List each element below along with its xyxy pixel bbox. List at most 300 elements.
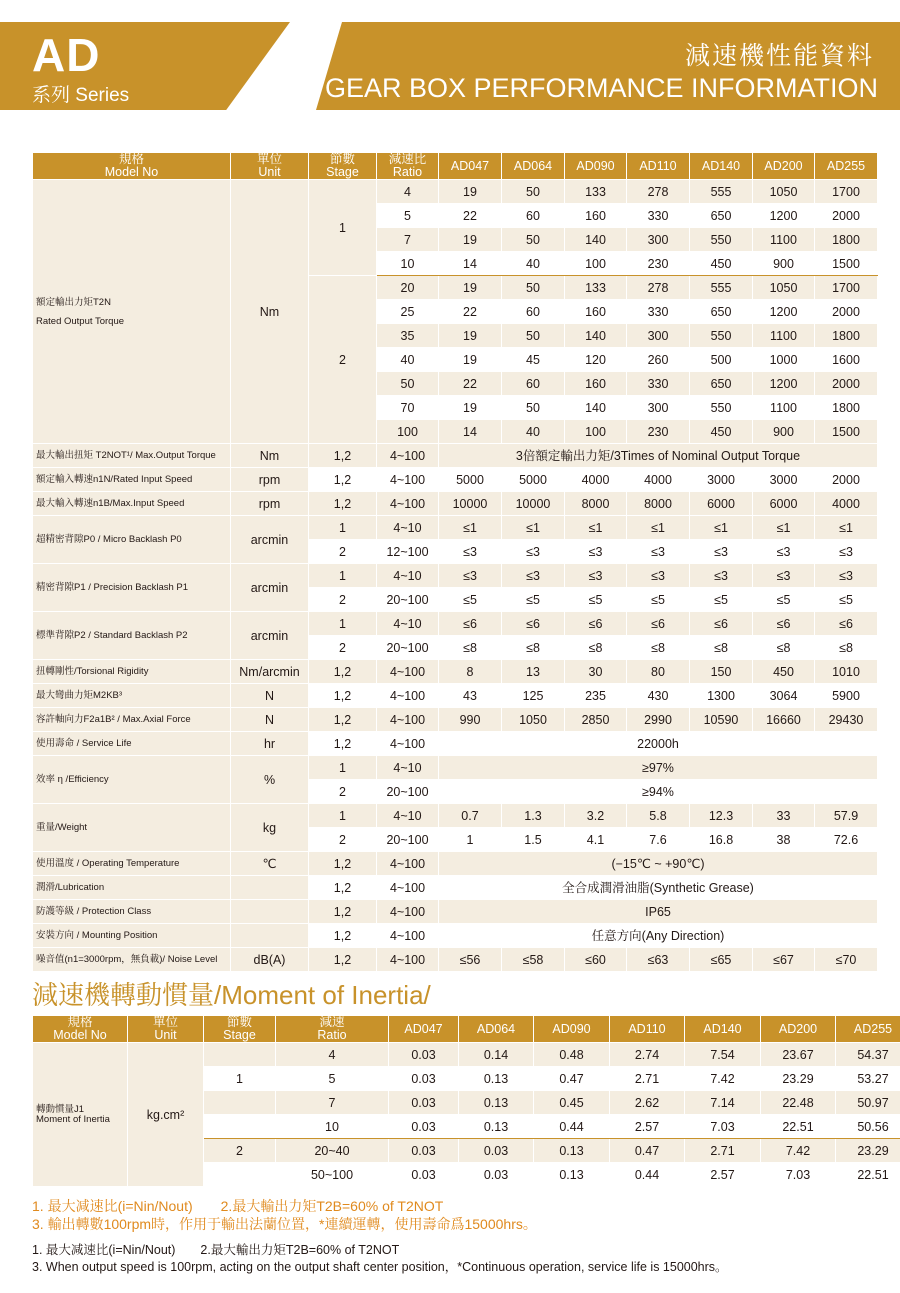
- unit-cell: arcmin: [231, 516, 309, 564]
- table-row: [33, 492, 878, 516]
- unit-cell: N: [231, 684, 309, 708]
- value-cell: ≤1: [690, 516, 753, 540]
- value-cell: 16660: [753, 708, 815, 732]
- value-cell: 3.2: [565, 804, 627, 828]
- ratio-cell: 40: [377, 348, 439, 372]
- value-cell: 1800: [815, 396, 878, 420]
- value-cell: ≤58: [502, 948, 565, 972]
- value-cell: 2000: [815, 372, 878, 396]
- value-cell: 50: [502, 396, 565, 420]
- value-cell: 30: [565, 660, 627, 684]
- series-title: AD: [32, 29, 101, 81]
- note-en-2: 3. When output speed is 100rpm, acting on the output shaft center position，*Continuous operation, service life is 15000hrs。: [32, 1260, 728, 1274]
- stage-cell: 1: [309, 804, 377, 828]
- value-cell: 2000: [815, 468, 878, 492]
- value-cell: 29430: [815, 708, 878, 732]
- value-cell: 0.44: [610, 1163, 685, 1187]
- value-cell: 5.8: [627, 804, 690, 828]
- value-cell: ≤5: [627, 588, 690, 612]
- value-cell: ≤1: [439, 516, 502, 540]
- value-cell: 500: [690, 348, 753, 372]
- page-title-en: GEAR BOX PERFORMANCE INFORMATION: [324, 73, 878, 103]
- ratio-cell: 4~10: [377, 612, 439, 636]
- value-cell: 54.37: [836, 1043, 900, 1067]
- row-label: 超精密背隙P0 / Micro Backlash P0: [33, 516, 231, 564]
- row-label: 精密背隙P1 / Precision Backlash P1: [33, 564, 231, 612]
- value-cell: 50: [502, 324, 565, 348]
- span-value-cell: (−15℃ ~ +90℃): [439, 852, 878, 876]
- value-cell: 7.03: [761, 1163, 836, 1187]
- stage-cell: [204, 1043, 276, 1067]
- stage-cell: [204, 1115, 276, 1139]
- value-cell: ≤6: [690, 612, 753, 636]
- value-cell: 50: [502, 228, 565, 252]
- label-en: Rated Output Torque: [36, 315, 125, 327]
- row-label: 標準背隙P2 / Standard Backlash P2: [33, 612, 231, 660]
- value-cell: 0.03: [389, 1043, 459, 1067]
- value-cell: 120: [565, 348, 627, 372]
- value-cell: 1000: [753, 348, 815, 372]
- value-cell: 555: [690, 276, 753, 300]
- ratio-cell: 4~10: [377, 756, 439, 780]
- inertia-header-row: [33, 1016, 900, 1043]
- value-cell: ≤6: [439, 612, 502, 636]
- value-cell: 133: [565, 180, 627, 204]
- table-row: [33, 852, 878, 876]
- stage-cell: 1,2: [309, 924, 377, 948]
- value-cell: 1700: [815, 276, 878, 300]
- inertia-header-model-col: AD255: [836, 1016, 900, 1043]
- label-en: Moment of Inertia: [36, 1113, 110, 1125]
- value-cell: 550: [690, 396, 753, 420]
- value-cell: 0.03: [389, 1163, 459, 1187]
- unit-cell: rpm: [231, 492, 309, 516]
- header-model: 規格 Model No: [33, 153, 231, 180]
- ratio-cell: 20~100: [377, 780, 439, 804]
- unit-cell: [231, 876, 309, 900]
- row-label: 最大彎曲力矩M2KB³: [33, 684, 231, 708]
- value-cell: ≤8: [502, 636, 565, 660]
- value-cell: ≤3: [565, 540, 627, 564]
- value-cell: 1800: [815, 228, 878, 252]
- value-cell: 0.14: [459, 1043, 534, 1067]
- stage-cell: 1,2: [309, 684, 377, 708]
- table-row: [33, 948, 878, 972]
- ratio-cell: 50~100: [276, 1163, 389, 1187]
- inertia-header-ratio: 減速 Ratio: [276, 1016, 389, 1043]
- value-cell: 0.13: [459, 1067, 534, 1091]
- value-cell: 1300: [690, 684, 753, 708]
- value-cell: 1100: [753, 324, 815, 348]
- value-cell: 57.9: [815, 804, 878, 828]
- value-cell: 33: [753, 804, 815, 828]
- table-row: [33, 660, 878, 684]
- value-cell: ≤8: [627, 636, 690, 660]
- value-cell: 1.3: [502, 804, 565, 828]
- ratio-cell: 12~100: [377, 540, 439, 564]
- stage-cell: 1,2: [309, 732, 377, 756]
- value-cell: 0.13: [459, 1115, 534, 1139]
- value-cell: 0.03: [389, 1091, 459, 1115]
- value-cell: 2000: [815, 300, 878, 324]
- value-cell: ≤3: [502, 540, 565, 564]
- value-cell: 430: [627, 684, 690, 708]
- value-cell: 4.1: [565, 828, 627, 852]
- ratio-cell: 4~100: [377, 708, 439, 732]
- row-label: 潤滑/Lubrication: [33, 876, 231, 900]
- unit-cell: [231, 924, 309, 948]
- table-row: [33, 612, 878, 636]
- ratio-cell: 4~100: [377, 924, 439, 948]
- stage-cell: [204, 1091, 276, 1115]
- row-label: 扭轉剛性/Torsional Rigidity: [33, 660, 231, 684]
- table-row: [33, 684, 878, 708]
- value-cell: 2.74: [610, 1043, 685, 1067]
- value-cell: 13: [502, 660, 565, 684]
- table-row: [33, 732, 878, 756]
- value-cell: 1.5: [502, 828, 565, 852]
- unit-cell: N: [231, 708, 309, 732]
- value-cell: ≤1: [753, 516, 815, 540]
- stage-cell: 1: [309, 180, 377, 276]
- stage-cell: 2: [309, 588, 377, 612]
- row-label: 噪音值(n1=3000rpm，無負載)/ Noise Level: [33, 948, 231, 972]
- value-cell: 7.42: [761, 1139, 836, 1163]
- value-cell: 2.57: [685, 1163, 761, 1187]
- row-label: 安裝方向 / Mounting Position: [33, 924, 231, 948]
- value-cell: 22.51: [836, 1163, 900, 1187]
- header-model-col: AD047: [439, 153, 502, 180]
- value-cell: ≤1: [815, 516, 878, 540]
- ratio-cell: 4~100: [377, 660, 439, 684]
- inertia-header-model-col: AD090: [534, 1016, 610, 1043]
- value-cell: 0.03: [389, 1139, 459, 1163]
- value-cell: 0.47: [610, 1139, 685, 1163]
- value-cell: 100: [565, 420, 627, 444]
- stage-cell: 1,2: [309, 876, 377, 900]
- ratio-cell: 4~100: [377, 948, 439, 972]
- stage-cell: 1: [309, 564, 377, 588]
- value-cell: 10590: [690, 708, 753, 732]
- ratio-cell: 4~100: [377, 900, 439, 924]
- stage-cell: 1,2: [309, 444, 377, 468]
- value-cell: 278: [627, 276, 690, 300]
- table-row: [33, 756, 878, 780]
- value-cell: 4000: [627, 468, 690, 492]
- stage-cell: 1: [309, 516, 377, 540]
- value-cell: ≤6: [627, 612, 690, 636]
- value-cell: 1: [439, 828, 502, 852]
- unit-cell: [231, 900, 309, 924]
- note-en-1: 1. 最大减速比(i=Nin/Nout) 2.最大輸出力矩T2B=60% of T2NOT: [32, 1243, 400, 1257]
- value-cell: 2.57: [610, 1115, 685, 1139]
- value-cell: ≤3: [627, 564, 690, 588]
- value-cell: 140: [565, 396, 627, 420]
- value-cell: 1500: [815, 420, 878, 444]
- value-cell: 22: [439, 372, 502, 396]
- table-row: [33, 924, 878, 948]
- value-cell: 450: [753, 660, 815, 684]
- value-cell: 450: [690, 420, 753, 444]
- value-cell: 1200: [753, 300, 815, 324]
- unit-cell: arcmin: [231, 612, 309, 660]
- value-cell: 650: [690, 372, 753, 396]
- span-value-cell: IP65: [439, 900, 878, 924]
- stage-cell: 1: [204, 1067, 276, 1091]
- value-cell: ≤8: [439, 636, 502, 660]
- stage-cell: 1: [309, 756, 377, 780]
- stage-cell: 1,2: [309, 468, 377, 492]
- value-cell: 555: [690, 180, 753, 204]
- value-cell: ≤5: [815, 588, 878, 612]
- value-cell: ≤6: [753, 612, 815, 636]
- value-cell: 990: [439, 708, 502, 732]
- stage-cell: 2: [309, 276, 377, 444]
- value-cell: 0.13: [534, 1163, 610, 1187]
- row-label: 防護等級 / Protection Class: [33, 900, 231, 924]
- stage-cell: 2: [309, 780, 377, 804]
- row-label: [33, 1043, 128, 1187]
- unit-cell: dB(A): [231, 948, 309, 972]
- value-cell: 19: [439, 180, 502, 204]
- ratio-cell: 4~10: [377, 804, 439, 828]
- value-cell: 1100: [753, 228, 815, 252]
- value-cell: 0.45: [534, 1091, 610, 1115]
- value-cell: 7.03: [685, 1115, 761, 1139]
- value-cell: ≤6: [565, 612, 627, 636]
- value-cell: 450: [690, 252, 753, 276]
- value-cell: 22: [439, 204, 502, 228]
- ratio-cell: 10: [276, 1115, 389, 1139]
- value-cell: 50: [502, 180, 565, 204]
- unit-cell: Nm: [231, 180, 309, 444]
- value-cell: 100: [565, 252, 627, 276]
- ratio-cell: 4: [276, 1043, 389, 1067]
- value-cell: 7.54: [685, 1043, 761, 1067]
- value-cell: ≤3: [627, 540, 690, 564]
- value-cell: ≤3: [815, 564, 878, 588]
- value-cell: ≤1: [627, 516, 690, 540]
- value-cell: 1050: [502, 708, 565, 732]
- ratio-cell: 4~100: [377, 468, 439, 492]
- header-model-col: AD110: [627, 153, 690, 180]
- value-cell: 0.47: [534, 1067, 610, 1091]
- value-cell: 53.27: [836, 1067, 900, 1091]
- value-cell: 550: [690, 324, 753, 348]
- note-zh-2: 3. 輸出轉數100rpm時，作用于輸出法蘭位置，*連續運轉，使用壽命爲15000hrs。: [32, 1216, 537, 1232]
- inertia-header-model-col: AD140: [685, 1016, 761, 1043]
- value-cell: 72.6: [815, 828, 878, 852]
- value-cell: 19: [439, 348, 502, 372]
- value-cell: 14: [439, 252, 502, 276]
- value-cell: 260: [627, 348, 690, 372]
- value-cell: 6000: [690, 492, 753, 516]
- value-cell: ≤5: [502, 588, 565, 612]
- value-cell: 1600: [815, 348, 878, 372]
- value-cell: 1050: [753, 276, 815, 300]
- value-cell: 330: [627, 372, 690, 396]
- ratio-cell: 4~10: [377, 516, 439, 540]
- value-cell: 150: [690, 660, 753, 684]
- value-cell: ≤5: [439, 588, 502, 612]
- value-cell: 14: [439, 420, 502, 444]
- value-cell: ≤3: [753, 564, 815, 588]
- value-cell: ≤3: [815, 540, 878, 564]
- value-cell: ≤67: [753, 948, 815, 972]
- value-cell: 900: [753, 420, 815, 444]
- table-row: [33, 468, 878, 492]
- ratio-cell: 4~100: [377, 876, 439, 900]
- value-cell: 1050: [753, 180, 815, 204]
- value-cell: 1700: [815, 180, 878, 204]
- value-cell: 0.03: [459, 1163, 534, 1187]
- ratio-cell: 4~100: [377, 492, 439, 516]
- unit-cell: Nm: [231, 444, 309, 468]
- value-cell: ≤3: [565, 564, 627, 588]
- stage-cell: 1,2: [309, 492, 377, 516]
- stage-cell: 1,2: [309, 708, 377, 732]
- ratio-cell: 4~100: [377, 732, 439, 756]
- row-label: 使用壽命 / Service Life: [33, 732, 231, 756]
- span-value-cell: 22000h: [439, 732, 878, 756]
- inertia-header-model-col: AD047: [389, 1016, 459, 1043]
- value-cell: 50: [502, 276, 565, 300]
- ratio-cell: 20~100: [377, 636, 439, 660]
- value-cell: 300: [627, 228, 690, 252]
- ratio-cell: 20~100: [377, 828, 439, 852]
- inertia-header-model-col: AD200: [761, 1016, 836, 1043]
- table-row: [33, 708, 878, 732]
- value-cell: 1800: [815, 324, 878, 348]
- table-row: [33, 804, 878, 828]
- value-cell: ≤3: [690, 540, 753, 564]
- value-cell: 1200: [753, 372, 815, 396]
- value-cell: 50.56: [836, 1115, 900, 1139]
- row-label: 效率 η /Efficiency: [33, 756, 231, 804]
- row-label: 最大輸入轉速n1B/Max.Input Speed: [33, 492, 231, 516]
- value-cell: 40: [502, 252, 565, 276]
- ratio-cell: 4~100: [377, 444, 439, 468]
- span-value-cell: ≥94%: [439, 780, 878, 804]
- value-cell: 5000: [439, 468, 502, 492]
- value-cell: ≤3: [753, 540, 815, 564]
- span-value-cell: 3倍額定輸出力矩/3Times of Nominal Output Torque: [439, 444, 878, 468]
- value-cell: 2000: [815, 204, 878, 228]
- value-cell: 5900: [815, 684, 878, 708]
- value-cell: 7.6: [627, 828, 690, 852]
- value-cell: 230: [627, 252, 690, 276]
- value-cell: 60: [502, 300, 565, 324]
- value-cell: 160: [565, 300, 627, 324]
- inertia-section-title: 減速機轉動慣量/Moment of Inertia/: [32, 980, 431, 1010]
- value-cell: ≤8: [753, 636, 815, 660]
- value-cell: 6000: [753, 492, 815, 516]
- value-cell: 7.14: [685, 1091, 761, 1115]
- value-cell: 22.48: [761, 1091, 836, 1115]
- stage-cell: 1,2: [309, 948, 377, 972]
- stage-cell: [204, 1163, 276, 1187]
- value-cell: 23.67: [761, 1043, 836, 1067]
- value-cell: ≤6: [502, 612, 565, 636]
- value-cell: 19: [439, 228, 502, 252]
- value-cell: 19: [439, 324, 502, 348]
- stage-cell: 1: [309, 612, 377, 636]
- value-cell: 43: [439, 684, 502, 708]
- value-cell: ≤8: [690, 636, 753, 660]
- value-cell: ≤8: [815, 636, 878, 660]
- value-cell: 0.03: [389, 1067, 459, 1091]
- value-cell: 1200: [753, 204, 815, 228]
- value-cell: 900: [753, 252, 815, 276]
- ratio-cell: 50: [377, 372, 439, 396]
- series-subtitle: 系列 Series: [32, 85, 130, 106]
- value-cell: 45: [502, 348, 565, 372]
- value-cell: ≤8: [565, 636, 627, 660]
- value-cell: 2.71: [685, 1139, 761, 1163]
- value-cell: ≤6: [815, 612, 878, 636]
- value-cell: 4000: [565, 468, 627, 492]
- ratio-cell: 7: [377, 228, 439, 252]
- value-cell: ≤3: [502, 564, 565, 588]
- header-model-col: AD140: [690, 153, 753, 180]
- value-cell: 140: [565, 228, 627, 252]
- ratio-cell: 5: [276, 1067, 389, 1091]
- unit-cell: rpm: [231, 468, 309, 492]
- value-cell: 650: [690, 300, 753, 324]
- value-cell: 1010: [815, 660, 878, 684]
- value-cell: 278: [627, 180, 690, 204]
- header-model-col: AD200: [753, 153, 815, 180]
- value-cell: 140: [565, 324, 627, 348]
- value-cell: 8: [439, 660, 502, 684]
- value-cell: 133: [565, 276, 627, 300]
- label-zh: 額定輸出力矩T2N: [36, 296, 111, 308]
- header-model-col: AD255: [815, 153, 878, 180]
- value-cell: 2.71: [610, 1067, 685, 1091]
- value-cell: 1100: [753, 396, 815, 420]
- inertia-header-model-col: AD064: [459, 1016, 534, 1043]
- value-cell: ≤5: [690, 588, 753, 612]
- ratio-cell: 4~10: [377, 564, 439, 588]
- value-cell: 3064: [753, 684, 815, 708]
- row-label: 額定輸入轉速n1N/Rated Input Speed: [33, 468, 231, 492]
- value-cell: ≤1: [565, 516, 627, 540]
- value-cell: 8000: [565, 492, 627, 516]
- table-row: [33, 180, 878, 204]
- value-cell: 0.48: [534, 1043, 610, 1067]
- value-cell: 330: [627, 300, 690, 324]
- ratio-cell: 70: [377, 396, 439, 420]
- ratio-cell: 7: [276, 1091, 389, 1115]
- inertia-header-model: 規格 Model No: [33, 1016, 128, 1043]
- table-row: [33, 1043, 900, 1067]
- stage-cell: 2: [309, 828, 377, 852]
- value-cell: 22.51: [761, 1115, 836, 1139]
- note-zh-1: 1. 最大减速比(i=Nin/Nout) 2.最大輸出力矩T2B=60% of T2NOT: [32, 1198, 444, 1214]
- value-cell: 2850: [565, 708, 627, 732]
- value-cell: 38: [753, 828, 815, 852]
- value-cell: 230: [627, 420, 690, 444]
- value-cell: 22: [439, 300, 502, 324]
- ratio-cell: 20~40: [276, 1139, 389, 1163]
- value-cell: 330: [627, 204, 690, 228]
- value-cell: ≤3: [439, 540, 502, 564]
- value-cell: 550: [690, 228, 753, 252]
- unit-cell: %: [231, 756, 309, 804]
- value-cell: ≤56: [439, 948, 502, 972]
- value-cell: 19: [439, 276, 502, 300]
- value-cell: 40: [502, 420, 565, 444]
